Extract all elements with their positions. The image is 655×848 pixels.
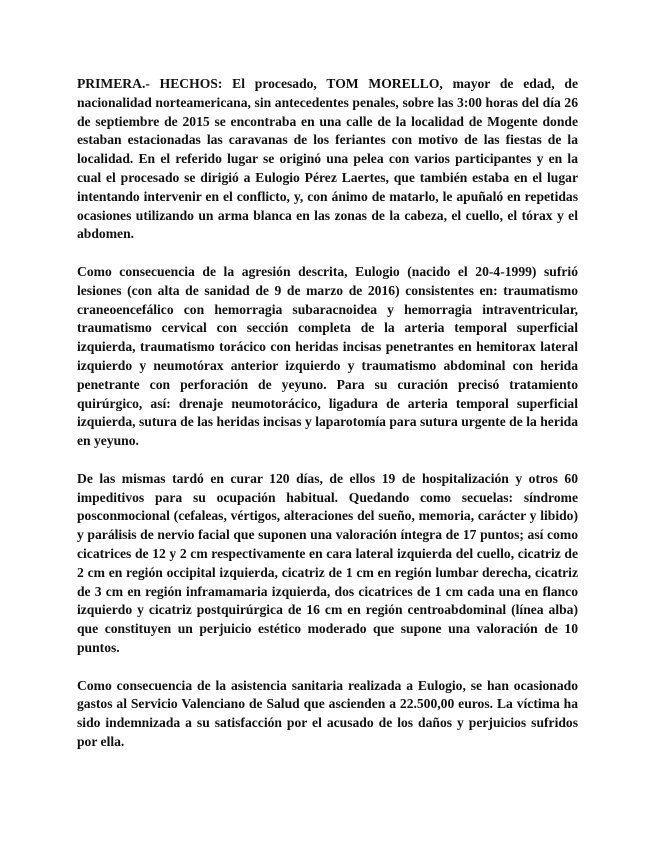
document-body bbox=[77, 75, 578, 770]
paragraph-hechos: PRIMERA.- HECHOS: El procesado, TOM MORELLO, mayor de edad, de nacionalidad norteamericana, sin antecedentes penales, sobre las 3:00 horas del día 26 de septiembre de 2015 se encontraba en una calle de la localidad de Mogente donde estaban estacionadas las caravanas de los feriantes con motivo de las fiestas de la localidad. En el referido lugar se originó una pelea con varios participantes y en la cual el procesado se dirigió a Eulogio Pérez Laertes, que también estaba en el lugar intentando intervenir en el conflicto, y, con ánimo de matarlo, le apuñaló en repetidas ocasiones utilizando un arma blanca en las zonas de la cabeza, el cuello, el tórax y el abdomen. bbox=[77, 76, 578, 242]
paragraph-gastos: Como consecuencia de la asistencia sanitaria realizada a Eulogio, se han ocasionado gastos al Servicio Valenciano de Salud que ascienden a 22.500,00 euros. La víctima ha sido indemnizada a su satisfacción por el acusado de los daños y perjuicios sufridos por ella. bbox=[77, 677, 578, 749]
paragraph-lesiones: Como consecuencia de la agresión descrita, Eulogio (nacido el 20-4-1999) sufrió lesiones (con alta de sanidad de 9 de marzo de 2016) consistentes en: traumatismo craneoencefálico con hemorragia subaracnoidea y hemorragia intraventricular, traumatismo cervical con sección completa de la arteria temporal superficial izquierda, traumatismo torácico con heridas incisas penetrantes en hemitorax lateral izquierdo y neumotórax anterior izquierdo y traumatismo abdominal con herida penetrante con perforación de yeyuno. Para su curación precisó tratamiento quirúrgico, así: drenaje neumotorácico, ligadura de arteria temporal superficial izquierda, sutura de las heridas incisas y laparotomía para sutura urgente de la herida en yeyuno. bbox=[77, 263, 578, 449]
paragraph-secuelas: De las mismas tardó en curar 120 días, de ellos 19 de hospitalización y otros 60 impeditivos para su ocupación habitual. Quedando como secuelas: síndrome posconmocional (cefaleas, vértigos, alteraciones del sueño, memoria, carácter y libido) y parálisis de nervio facial que suponen una valoración íntegra de 17 puntos; así como cicatrices de 12 y 2 cm respectivamente en cara lateral izquierda del cuello, cicatriz de 2 cm en región occipital izquierda, cicatriz de 1 cm en región lumbar derecha, cicatriz de 3 cm en región inframamaria izquierda, dos cicatrices de 1 cm cada una en flanco izquierdo y cicatriz postquirúrgica de 16 cm en región centroabdominal (línea alba) que constituyen un perjuicio estético moderado que supone una valoración de 10 puntos. bbox=[77, 470, 578, 655]
